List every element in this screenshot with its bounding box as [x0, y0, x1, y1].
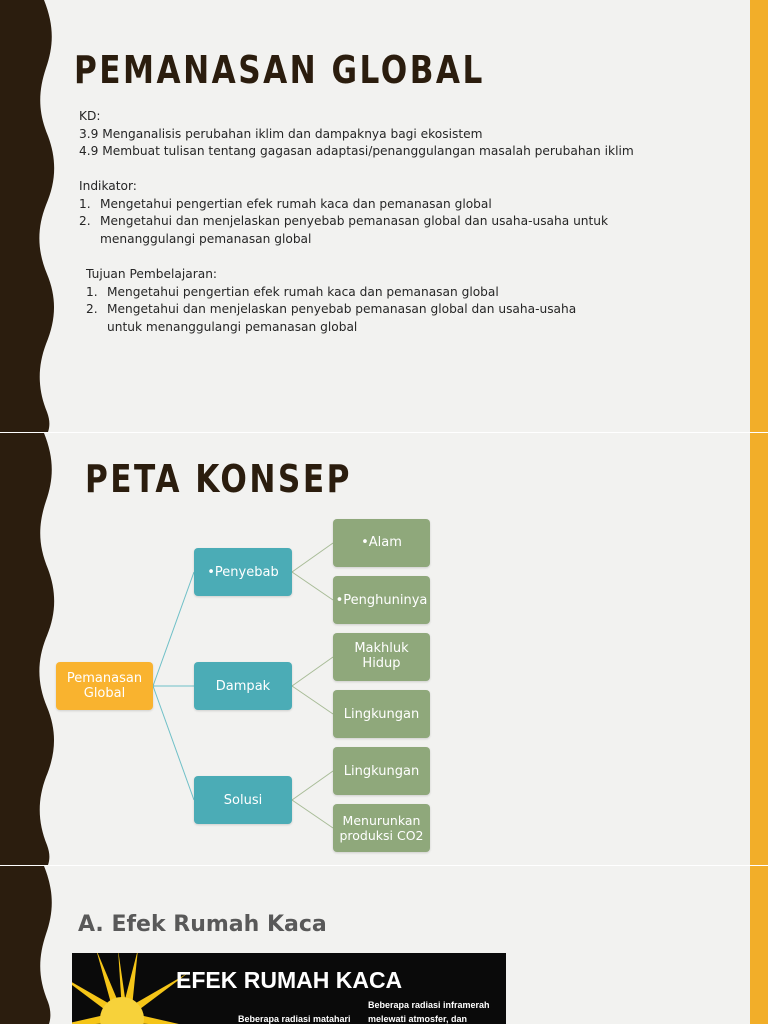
infographic-caption: melewati atmosfer, dan [368, 1014, 468, 1024]
sun-icon [72, 953, 192, 1024]
concept-leaf-alam: •Alam [333, 519, 430, 567]
wave-border [0, 0, 60, 432]
gold-side-bar [750, 0, 768, 432]
page-title: PETA KONSEP [85, 457, 352, 501]
concept-leaf-makhluk-hidup: Makhluk Hidup [333, 633, 430, 681]
list-text: menanggulangi pemanasan global [100, 231, 312, 246]
concept-leaf-penghuninya: •Penghuninya [333, 576, 430, 624]
concept-branch-solusi: Solusi [194, 776, 292, 824]
list-text: untuk menanggulangi pemanasan global [107, 319, 358, 334]
concept-leaf-lingkungan: Lingkungan [333, 690, 430, 738]
tujuan-label: Tujuan Pembelajaran: [86, 267, 218, 281]
concept-leaf-menurunkan-co2: Menurunkan produksi CO2 [333, 804, 430, 852]
list-item [79, 196, 634, 214]
slide-efek-rumah-kaca [0, 866, 768, 1024]
list-number: 2. [86, 302, 98, 316]
infographic-caption: Beberapa radiasi inframerah [368, 1000, 490, 1010]
kd-line: 4.9 Membuat tulisan tentang gagasan adaptasi/penanggulangan masalah perubahan iklim [79, 144, 634, 158]
list-text: Mengetahui pengertian efek rumah kaca dan pemanasan global [107, 284, 499, 299]
slide-concept-map [0, 433, 768, 865]
infographic-caption: Beberapa radiasi matahari [238, 1014, 351, 1024]
concept-root-node: Pemanasan Global [56, 662, 153, 710]
list-text: Mengetahui pengertian efek rumah kaca dan pemanasan global [100, 196, 492, 211]
kd-line: 3.9 Menganalisis perubahan iklim dan dampaknya bagi ekosistem [79, 126, 483, 141]
section-heading: A. Efek Rumah Kaca [78, 912, 327, 937]
concept-leaf-lingkungan: Lingkungan [333, 747, 430, 795]
indikator-list [79, 196, 634, 249]
list-item [86, 284, 576, 302]
infographic-title: EFEK RUMAH KACA [176, 967, 403, 993]
kd-section [79, 108, 634, 248]
list-text: Mengetahui dan menjelaskan penyebab pemanasan global dan usaha-usaha [107, 302, 577, 316]
greenhouse-infographic [72, 953, 506, 1024]
wave-border [0, 866, 60, 1024]
list-item [86, 301, 576, 336]
page-title: PEMANASAN GLOBAL [74, 48, 485, 92]
list-item [79, 213, 634, 248]
concept-branch-dampak: Dampak [194, 662, 292, 710]
list-number: 2. [79, 214, 91, 228]
concept-branch-penyebab: •Penyebab [194, 548, 292, 596]
slide-learning-objectives [0, 0, 768, 432]
list-text: Mengetahui dan menjelaskan penyebab pemanasan global dan usaha-usaha untuk [100, 214, 609, 228]
gold-side-bar [750, 866, 768, 1024]
list-number: 1. [79, 196, 91, 211]
kd-label: KD: [79, 109, 101, 123]
indikator-label: Indikator: [79, 179, 137, 193]
list-number: 1. [86, 284, 98, 299]
tujuan-list [86, 284, 576, 337]
tujuan-section [86, 266, 576, 336]
